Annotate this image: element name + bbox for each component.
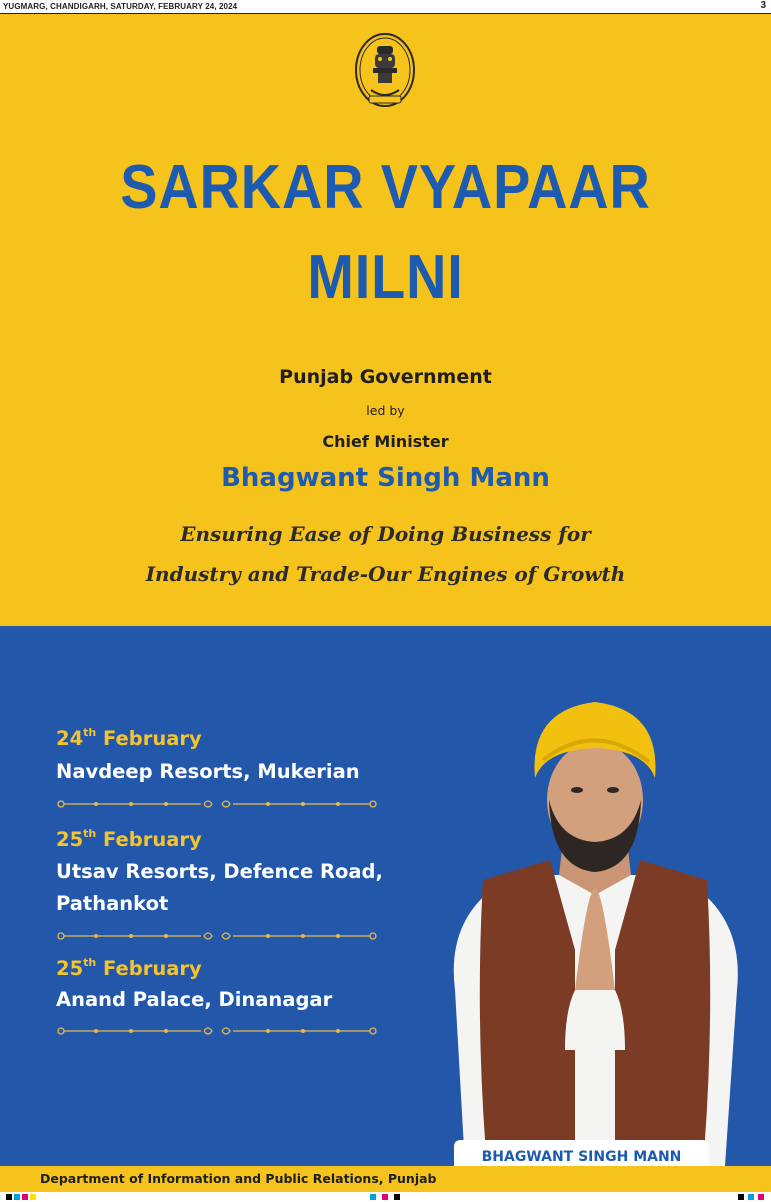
registration-mark bbox=[738, 1194, 744, 1200]
caption-name: BHAGWANT SINGH MANN bbox=[481, 1149, 682, 1165]
registration-mark bbox=[370, 1194, 376, 1200]
registration-mark bbox=[30, 1194, 36, 1200]
event-date bbox=[56, 726, 202, 750]
registration-mark bbox=[14, 1194, 20, 1200]
event-day-suffix: th bbox=[83, 726, 97, 739]
page-number: 3 bbox=[760, 0, 766, 11]
state-emblem-icon bbox=[353, 30, 417, 114]
tagline-line-2: Industry and Trade-Our Engines of Growth bbox=[145, 562, 626, 586]
ad-title-line-1: SARKAR VYAPAAR bbox=[120, 153, 651, 222]
government-label: Punjab Government bbox=[279, 366, 492, 388]
event-day: 24 bbox=[56, 727, 84, 750]
event-venue: Navdeep Resorts, Mukerian bbox=[56, 760, 360, 783]
event-date bbox=[56, 827, 202, 851]
event-day: 25 bbox=[56, 828, 84, 851]
event-day-suffix: th bbox=[83, 827, 97, 840]
registration-mark bbox=[382, 1194, 388, 1200]
department-credit: Department of Information and Public Relations, Punjab bbox=[40, 1171, 437, 1186]
event-date bbox=[56, 956, 202, 980]
event-month: February bbox=[103, 957, 202, 980]
registration-mark bbox=[6, 1194, 12, 1200]
event-venue: Anand Palace, Dinanagar bbox=[56, 988, 333, 1011]
ornamental-divider-icon bbox=[56, 1024, 378, 1038]
leader-portrait bbox=[425, 690, 765, 1166]
ornamental-divider-icon bbox=[56, 929, 378, 943]
event-month: February bbox=[103, 828, 202, 851]
event-month: February bbox=[103, 727, 202, 750]
dateline: YUGMARG, CHANDIGARH, SATURDAY, FEBRUARY 24, 2024 bbox=[3, 2, 238, 11]
registration-mark bbox=[758, 1194, 764, 1200]
registration-mark bbox=[22, 1194, 28, 1200]
registration-mark bbox=[394, 1194, 400, 1200]
role-label: Chief Minister bbox=[322, 432, 449, 451]
ornamental-divider-icon bbox=[56, 797, 378, 811]
tagline-line-1: Ensuring Ease of Doing Business for bbox=[180, 522, 591, 546]
ad-title-line-2: MILNI bbox=[307, 243, 464, 312]
event-venue: Utsav Resorts, Defence Road, Pathankot bbox=[56, 860, 383, 915]
event-day-suffix: th bbox=[83, 956, 97, 969]
led-by-label: led by bbox=[366, 403, 405, 418]
newspaper-masthead bbox=[0, 0, 771, 14]
print-registration-marks bbox=[0, 1192, 771, 1202]
footer-band bbox=[0, 1166, 771, 1192]
registration-mark bbox=[748, 1194, 754, 1200]
leader-name: Bhagwant Singh Mann bbox=[221, 463, 550, 493]
event-day: 25 bbox=[56, 957, 84, 980]
